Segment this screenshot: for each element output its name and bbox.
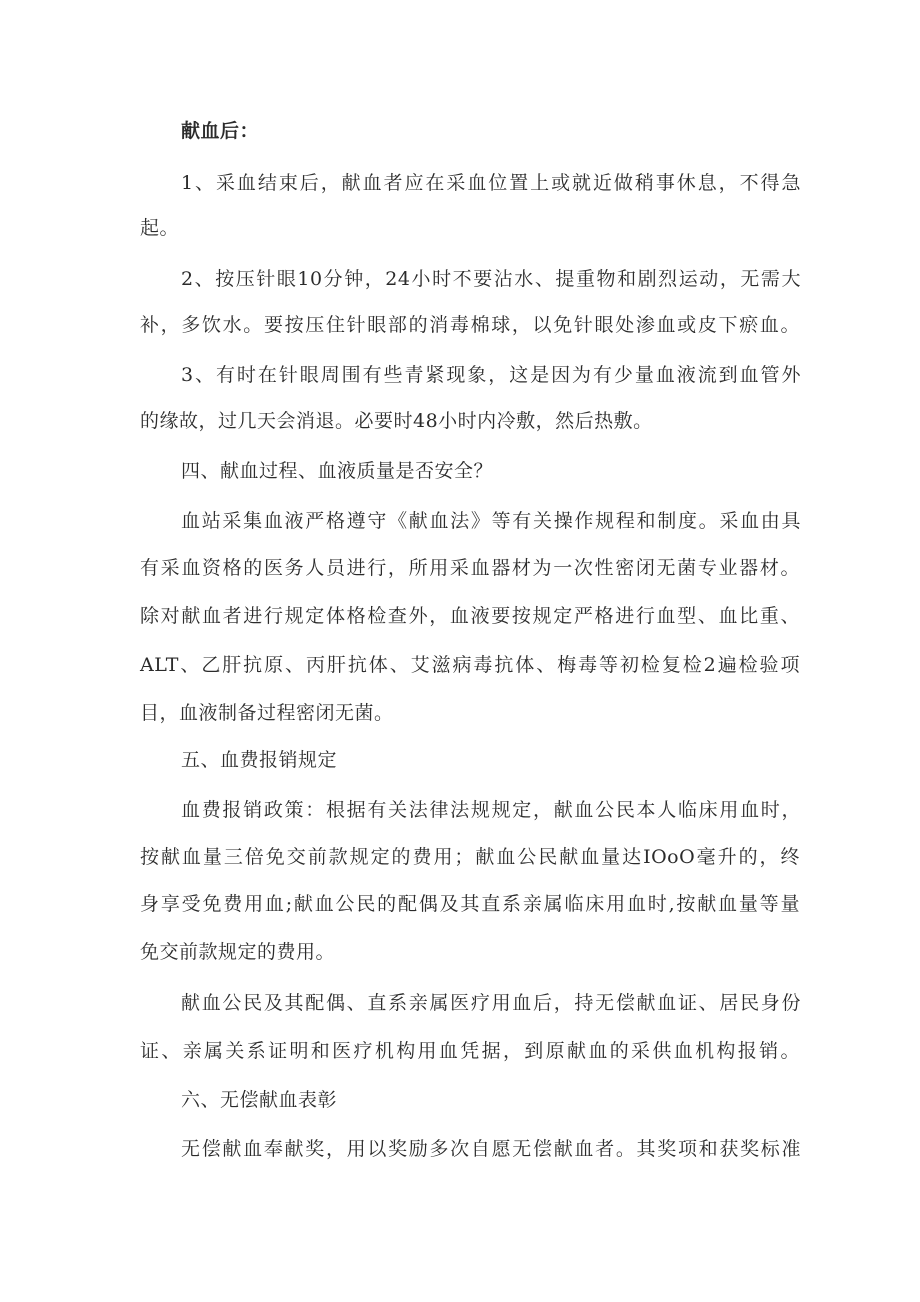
paragraph-4-line-1: 血站采集血液严格遵守《献血法》等有关操作规程和制度。采血由具 [181,510,801,532]
section-4-title: 四、献血过程、血液质量是否安全？ [181,460,494,482]
section-6-title: 六、无偿献血表彰 [181,1089,338,1111]
paragraph-6-line-1: 献血公民及其配偶、直系亲属医疗用血后，持无偿献血证、居民身份 [181,992,801,1014]
section-5-title: 五、血费报销规定 [181,749,338,771]
paragraph-4-line-5: 目，血液制备过程密闭无菌。 [140,702,394,724]
paragraph-5-line-4: 免交前款规定的费用。 [140,941,336,963]
paragraph-4-line-2: 有采血资格的医务人员进行，所用采血器材为一次性密闭无菌专业器材。 [140,557,800,579]
paragraph-5-line-3: 身享受免费用血;献血公民的配偶及其直系亲属临床用血时,按献血量等量 [140,893,800,915]
paragraph-5-line-1: 血费报销政策：根据有关法律法规规定，献血公民本人临床用血时， [181,799,801,821]
paragraph-6-line-2: 证、亲属关系证明和医疗机构用血凭据，到原献血的采供血机构报销。 [140,1040,800,1062]
paragraph-3-line-2: 的缘故，过几天会消退。必要时48小时内冷敷，然后热敷。 [140,410,653,432]
paragraph-1-line-2: 起。 [140,217,180,239]
paragraph-4-line-4: ALT、乙肝抗原、丙肝抗体、艾滋病毒抗体、梅毒等初检复检2遍检验项 [140,654,800,676]
heading-after-donation: 献血后： [181,120,260,142]
paragraph-2-line-1: 2、按压针眼10分钟，24小时不要沾水、提重物和剧烈运动，无需大 [181,268,801,290]
paragraph-3-line-1: 3、有时在针眼周围有些青紧现象，这是因为有少量血液流到血管外 [181,364,801,386]
paragraph-1-line-1: 1、采血结束后，献血者应在采血位置上或就近做稍事休息，不得急 [181,172,801,194]
paragraph-4-line-3: 除对献血者进行规定体格检查外，血液要按规定严格进行血型、血比重、 [140,605,800,627]
paragraph-2-line-2: 补，多饮水。要按压住针眼部的消毒棉球，以免针眼处渗血或皮下瘀血。 [140,314,800,336]
paragraph-5-line-2: 按献血量三倍免交前款规定的费用；献血公民献血量达IOoO毫升的，终 [140,846,800,868]
paragraph-7-line-1: 无偿献血奉献奖，用以奖励多次自愿无偿献血者。其奖项和获奖标准 [181,1138,801,1160]
